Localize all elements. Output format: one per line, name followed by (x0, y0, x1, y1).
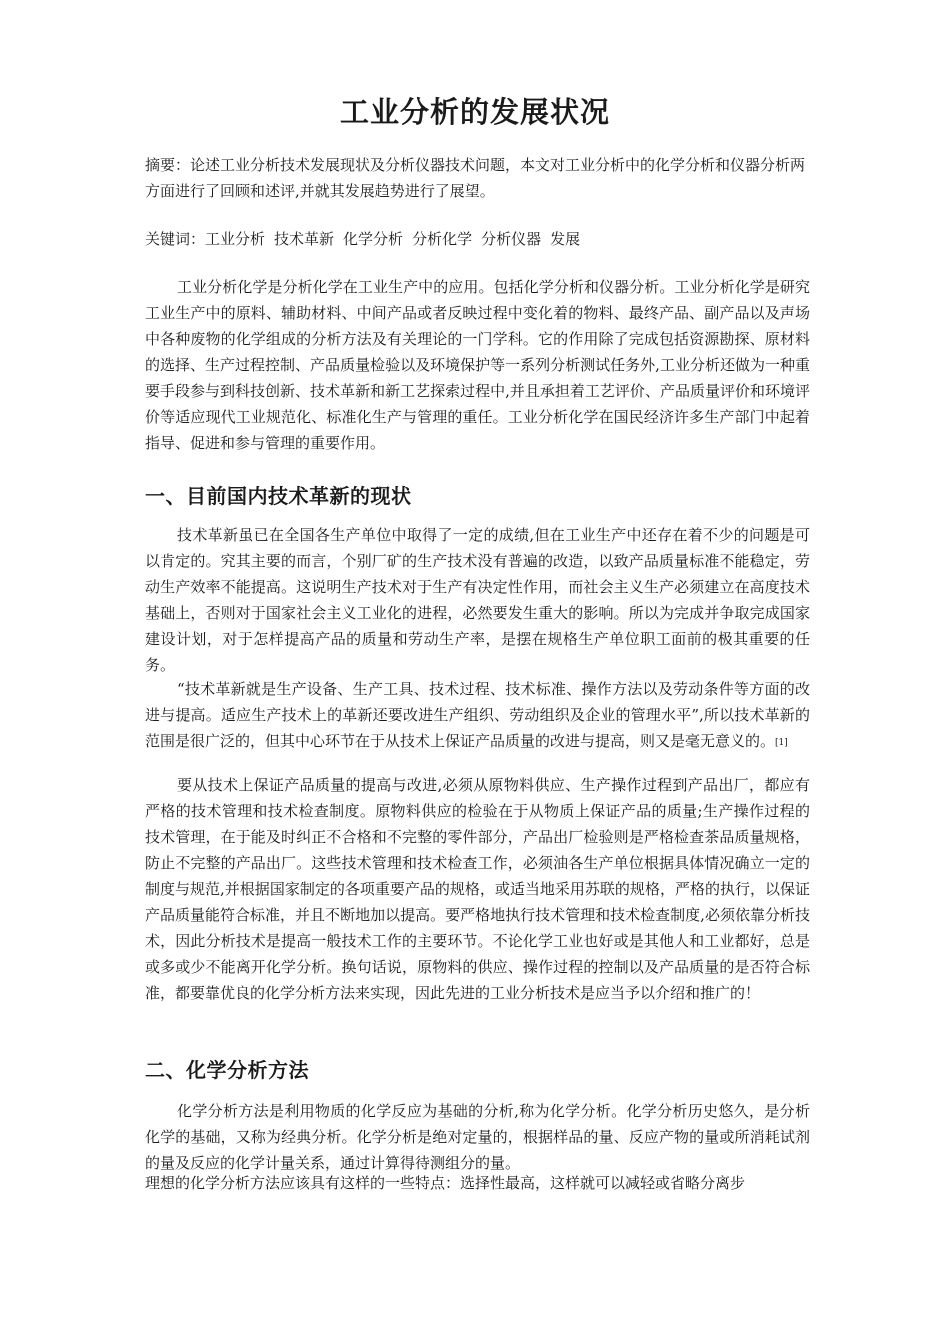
citation-ref: [1] (775, 738, 788, 748)
keyword: 分析仪器 (481, 230, 542, 248)
keyword: 化学分析 (343, 230, 404, 248)
keywords-line (145, 226, 810, 252)
keywords-label: 关键词： (145, 230, 206, 248)
abstract-paragraph: 摘要：论述工业分析技术发展现状及分析仪器技术问题，本文对工业分析中的化学分析和仪器分析两方面进行了回顾和述评,并就其发展趋势进行了展望。 (145, 156, 806, 200)
section-1-paragraph-3: 要从技术上保证产品质量的提高与改进,必须从原物料供应、生产操作过程到产品出厂，都应有严格的技术管理和技术检查制度。原物料供应的检验在于从物质上保证产品的质量;生产操作过程的技术管理，在于能及时纠正不合格和不完整的零件部分，产品出厂检验则是严格检查茶品质量规格，防止不完整的产品出厂。这些技术管理和技术检查工作，必须油各生产单位根据具体情况确立一定的制度与规范,并根据国家制定的各项重要产品的规格，或适当地采用苏联的规格，严格的执行，以保证产品质量能符合标准，并且不断地加以提高。要严格地执行技术管理和技术检查制度,必须依靠分析技术，因此分析技术是提高一般技术工作的主要环节。不论化学工业也好或是其他人和工业都好，总是或多或少不能离开化学分析。换句话说，原物料的供应、操作过程的控制以及产品质量的是否符合标准，都要靠优良的化学分析方法来实现，因此先进的工业分析技术是应当予以介绍和推广的！ (145, 776, 810, 1002)
section-1-heading: 一、目前国内技术革新的现状 (145, 484, 412, 508)
keyword: 技术革新 (274, 230, 335, 248)
section-1-paragraph-2 (145, 676, 810, 756)
keyword: 工业分析 (205, 230, 266, 248)
keyword: 分析化学 (412, 230, 473, 248)
intro-paragraph: 工业分析化学是分析化学在工业生产中的应用。包括化学分析和仪器分析。工业分析化学是研究工业生产中的原料、辅助材料、中间产品或者反映过程中变化着的物料、最终产品、副产品以及声场中各种废物的化学组成的分析方法及有关理论的一门学科。它的作用除了完成包括资源勘探、原材料的选择、生产过程控制、产品质量检验以及环境保护等一系列分析测试任务外,工业分析还做为一种重要手段参与到科技创新、技术革新和新工艺探索过程中,并且承担着工艺评价、产品质量评价和环境评价等适应现代工业规范化、标准化生产与管理的重任。工业分析化学在国民经济许多生产部门中起着指导、促进和参与管理的重要作用。 (145, 278, 810, 452)
section-2-heading: 二、化学分析方法 (145, 1058, 309, 1082)
section-1-paragraph-1: 技术革新虽已在全国各生产单位中取得了一定的成绩,但在工业生产中还存在着不少的问题是可以肯定的。究其主要的而言，个别厂矿的生产技术没有普遍的改造，以致产品质量标准不能稳定，劳动生产效率不能提高。这说明生产技术对于生产有决定性作用，而社会主义生产必须建立在高度技术基础上，否则对于国家社会主义工业化的进程，必然要发生重大的影响。所以为完成并争取完成国家建设计划，对于怎样提高产品的质量和劳动生产率，是摆在规格生产单位职工面前的极其重要的任务。 (145, 526, 810, 674)
section-2-paragraph-2: 理想的化学分析方法应该具有这样的一些特点：选择性最高，这样就可以减轻或省略分离步 (145, 1174, 746, 1192)
keyword: 发展 (550, 230, 581, 248)
document-title: 工业分析的发展状况 (339, 95, 610, 129)
section-2-paragraph-1: 化学分析方法是利用物质的化学反应为基础的分析,称为化学分析。化学分析历史悠久，是分析化学的基础，又称为经典分析。化学分析是绝对定量的，根据样品的量、反应产物的量或所消耗试剂的量及反应的化学计量关系，通过计算得待测组分的量。 (145, 1102, 810, 1172)
section-1-paragraph-2-text: “技术革新就是生产设备、生产工具、技术过程、技术标准、操作方法以及劳动条件等方面的改进与提高。适应生产技术上的革新还要改进生产组织、劳动组织及企业的管理水平”,所以技术革新的范围是很广泛的，但其中心环节在于从技术上保证产品质量的改进与提高，则又是毫无意义的。 (145, 680, 810, 750)
